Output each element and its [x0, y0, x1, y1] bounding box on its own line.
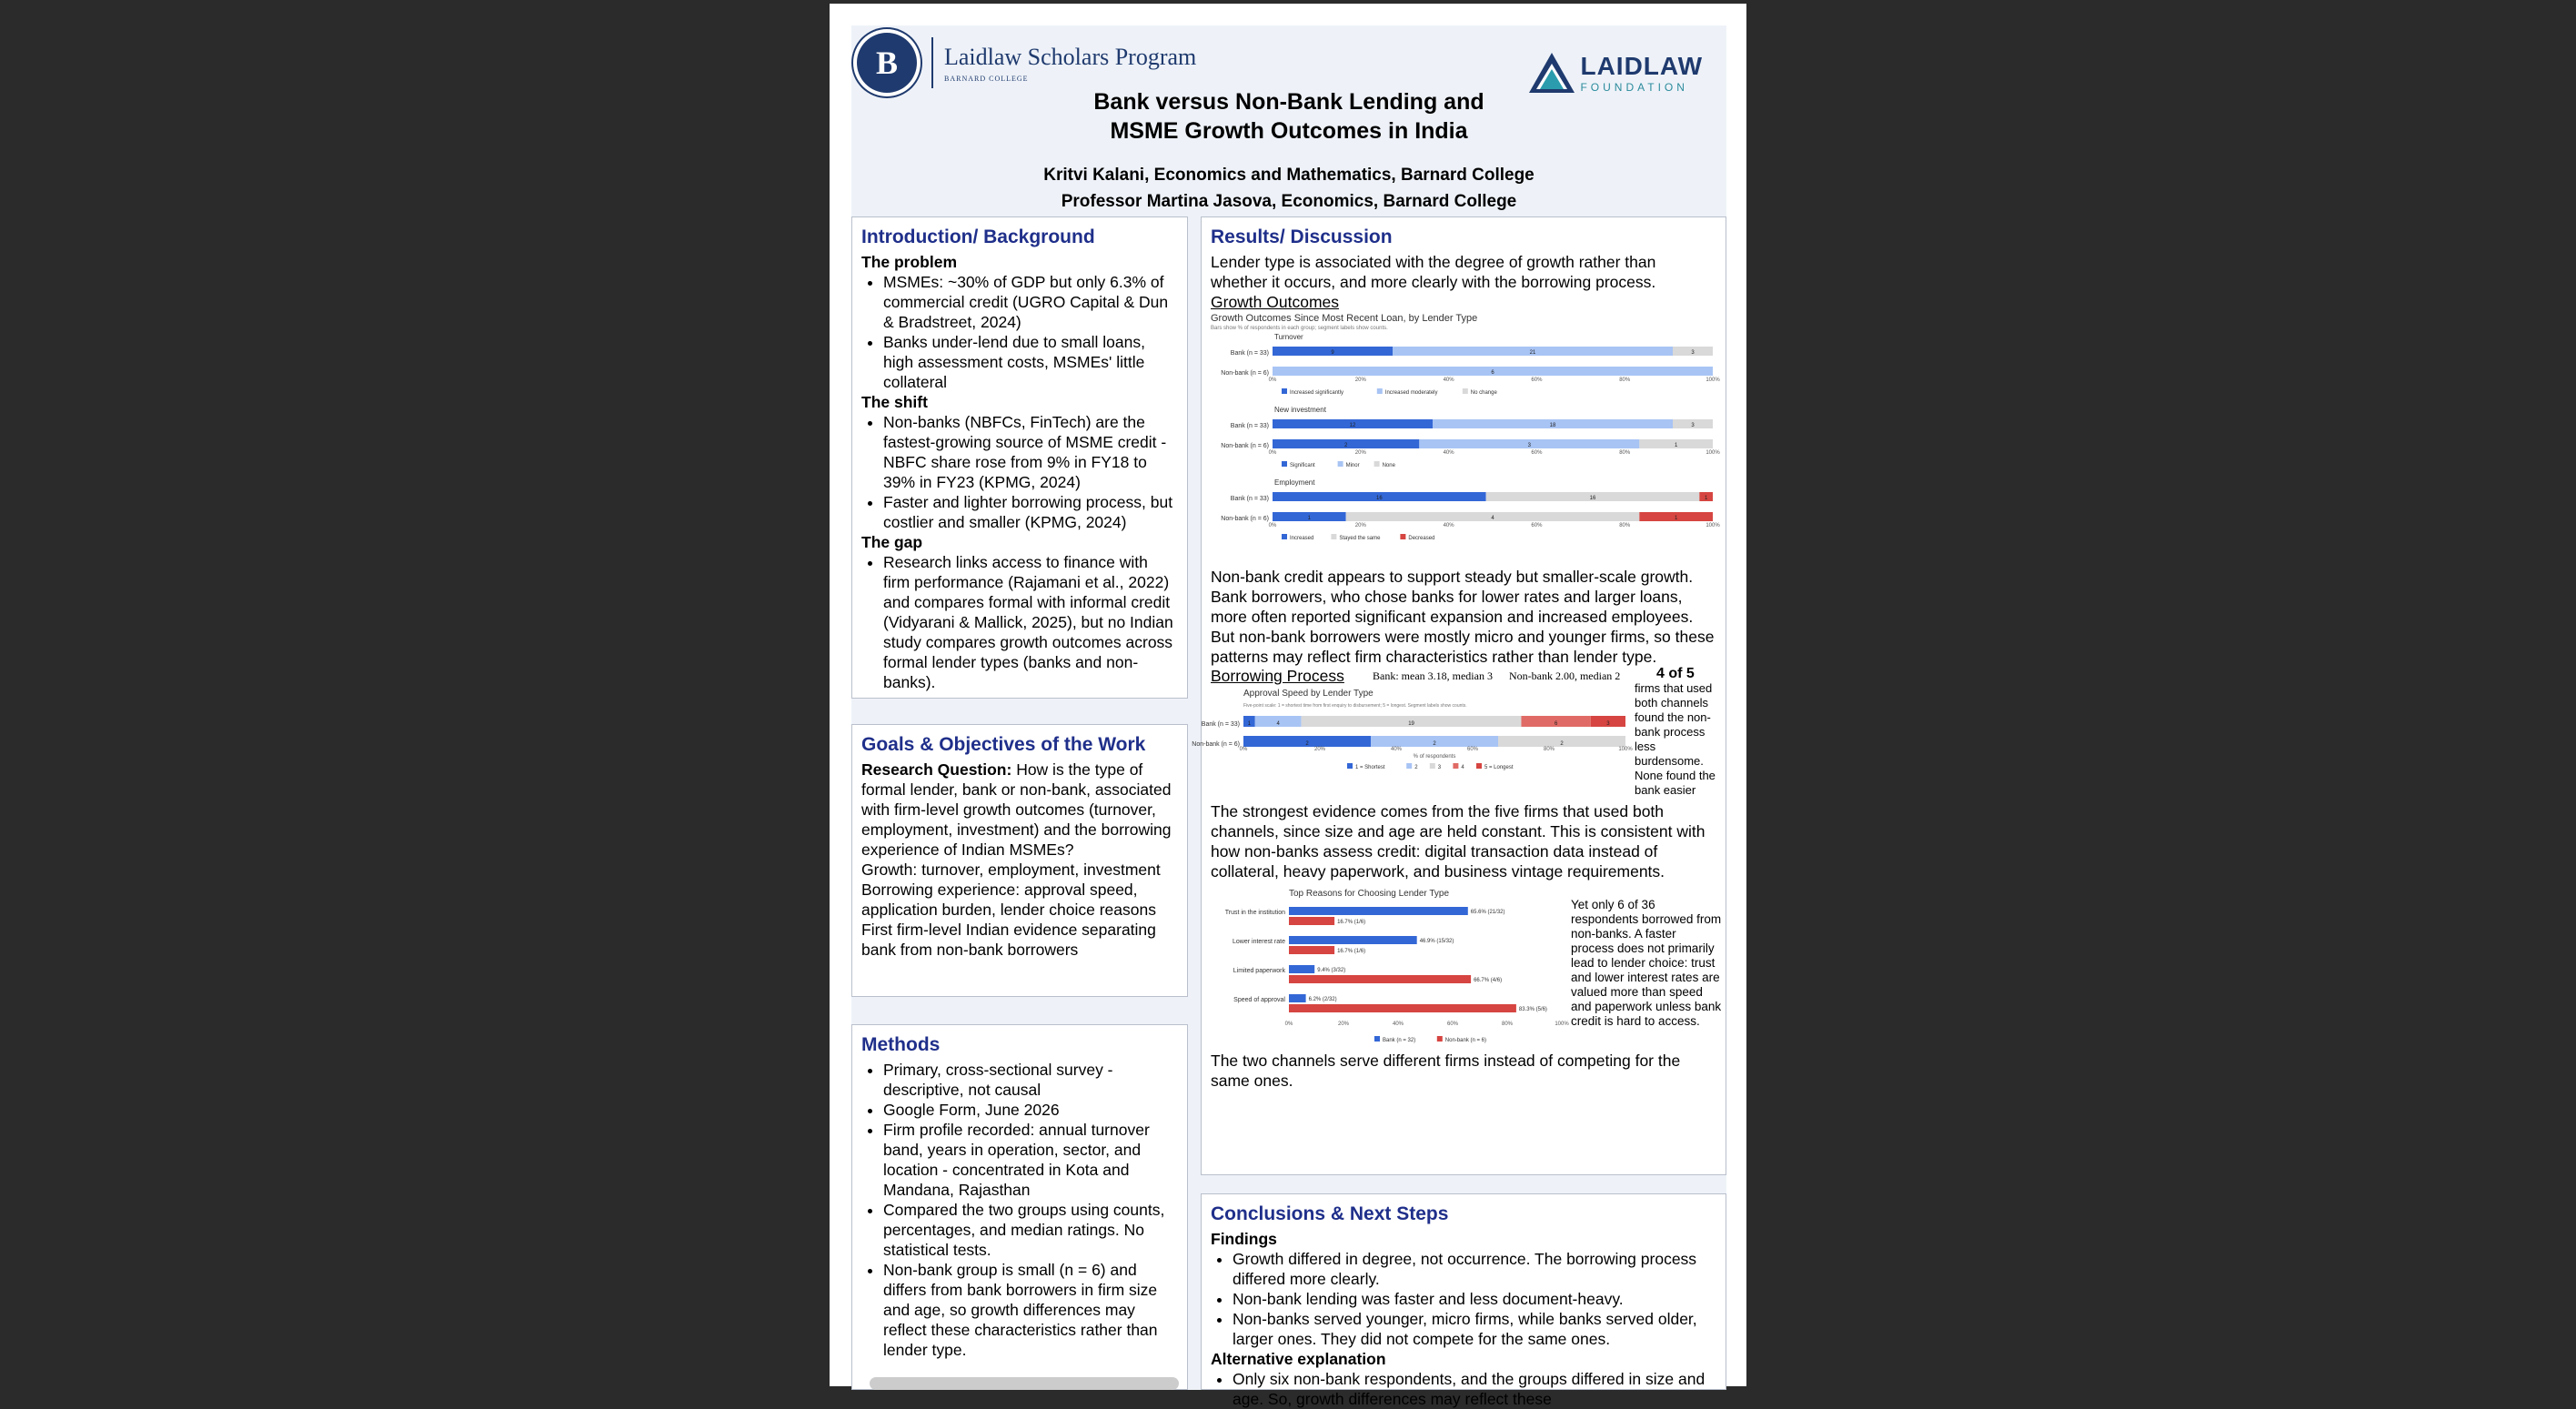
category-label: Speed of approval [1233, 997, 1285, 1003]
shift-list [861, 412, 1178, 532]
side-note: firms that used both channels found the non-bank process less burdensome. None found the bank easier [1635, 681, 1716, 797]
category-label: Bank (n = 33) [1230, 496, 1269, 502]
legend-swatch [1463, 388, 1468, 394]
list-item: • Faster and lighter borrowing process, but costlier and smaller (KPMG, 2024) [883, 492, 1178, 532]
list-item: • Only six non-bank respondents, and the groups differed in size and age. So, growth differences may reflect these [1233, 1369, 1716, 1409]
tick-label: 80% [1543, 747, 1555, 752]
author-2: Professor Martina Jasova, Economics, Barnard College [1061, 192, 1517, 211]
chart-title: Approval Speed by Lender Type [1243, 689, 1374, 699]
legend-swatch [1406, 763, 1412, 769]
segment-label: 6 [1554, 721, 1558, 727]
tick-label: 0% [1239, 747, 1248, 752]
legend-swatch [1476, 763, 1482, 769]
intro-heading: Introduction/ Background [861, 226, 1095, 247]
segment-label: 1 [1674, 516, 1678, 521]
legend-label: Stayed the same [1339, 536, 1381, 541]
legend-swatch [1338, 461, 1343, 467]
side-note-bold: 4 of 5 [1656, 666, 1695, 681]
methods-list [861, 1060, 1178, 1360]
growth-subheading: Growth Outcomes [1211, 293, 1340, 311]
findings-label: Findings [1211, 1230, 1277, 1248]
tick-label: 60% [1531, 377, 1543, 383]
category-label: Non-bank (n = 6) [1221, 370, 1269, 377]
growth-outcomes-chart [1211, 312, 1720, 567]
data-label: 66.7% (4/6) [1474, 978, 1503, 983]
segment-label: 1 [1247, 721, 1252, 727]
x-axis-label: % of respondents [1413, 754, 1456, 760]
problem-list [861, 272, 1178, 392]
legend-swatch [1374, 1036, 1380, 1042]
data-label: 16.7% (1/6) [1337, 920, 1366, 925]
gap-label: The gap [861, 533, 923, 551]
bar [1289, 936, 1417, 944]
legend-swatch [1282, 534, 1287, 539]
tick-label: 20% [1337, 1022, 1350, 1027]
alt-list [1211, 1369, 1716, 1409]
rq-text: How is the type of formal lender, bank or non-bank, associated with firm-level growth outcomes (turnover, employment, investment) and the borrowing experience of Indian MSMEs? [861, 760, 1172, 859]
bar [1289, 917, 1334, 925]
segment-label: 18 [1549, 423, 1556, 428]
tick-label: 40% [1392, 1022, 1404, 1027]
data-label: 65.6% (21/32) [1470, 910, 1505, 915]
borrowing-block [1192, 666, 1716, 801]
legend-label: None [1382, 463, 1395, 468]
chart-title: Growth Outcomes Since Most Recent Loan, by Lender Type [1211, 313, 1478, 324]
poster-page [830, 4, 1746, 1408]
problem-label: The problem [861, 253, 958, 271]
goal-borrowing: Borrowing experience: approval speed, application burden, lender choice reasons [861, 881, 1156, 919]
title-line-2: MSME Growth Outcomes in India [1110, 118, 1468, 144]
segment-label: 3 [1691, 350, 1695, 356]
author-1: Kritvi Kalani, Economics and Mathematics, Barnard College [1043, 166, 1535, 185]
results-p5: The two channels serve different firms instead of competing for the same ones. [1211, 1052, 1681, 1090]
conclusions-section [1201, 1193, 1726, 1408]
tick-label: 40% [1443, 450, 1454, 456]
legend-label: Increased moderately [1384, 390, 1438, 396]
list-item: • Firm profile recorded: annual turnover band, years in operation, sector, and location - concentrated in Kota and Mandana, Rajasthan [883, 1120, 1178, 1200]
tick-label: 40% [1443, 523, 1454, 528]
tick-label: 0% [1284, 1022, 1293, 1027]
chart-subtitle: Bars show % of respondents in each group; segment labels show counts. [1211, 326, 1388, 331]
category-label: Limited paperwork [1233, 968, 1285, 974]
segment-label: 6 [1491, 370, 1494, 376]
tick-label: 20% [1354, 450, 1366, 456]
tick-label: 40% [1390, 747, 1403, 752]
goal-growth: Growth: turnover, employment, investment [861, 860, 1161, 879]
segment-label: 9 [1331, 350, 1334, 356]
bar [1289, 994, 1306, 1002]
legend-label: 3 [1437, 765, 1442, 770]
results-section [1192, 216, 1726, 1175]
legend-swatch [1400, 534, 1405, 539]
segment-label: 12 [1349, 423, 1356, 428]
category-label: Lower interest rate [1233, 939, 1285, 945]
methods-section [851, 1024, 1188, 1390]
program-name: Laidlaw Scholars Program [944, 43, 1197, 70]
category-label: Non-bank (n = 6) [1192, 741, 1240, 748]
methods-heading: Methods [861, 1034, 941, 1055]
results-p2: Non-bank credit appears to support steady but smaller-scale growth. Bank borrowers, who chose banks for lower rates and larger loans, more often reported significant expansion and increased employees. [1211, 568, 1694, 626]
segment-label: 4 [1276, 721, 1280, 727]
tick-label: 100% [1706, 523, 1720, 528]
conclusions-heading: Conclusions & Next Steps [1211, 1203, 1449, 1224]
category-label: Non-bank (n = 6) [1221, 516, 1269, 522]
legend-swatch [1331, 534, 1336, 539]
legend-swatch [1437, 1036, 1443, 1042]
tick-label: 0% [1268, 450, 1277, 456]
category-label: Trust in the institution [1224, 910, 1285, 916]
list-item: • Non-banks served younger, micro firms, while banks served older, larger ones. They did not compete for the same ones. [1233, 1309, 1716, 1349]
list-item: • Non-bank group is small (n = 6) and differs from bank borrowers in firm size and age, so growth differences may reflect these characteristics rather than lender type. [883, 1260, 1178, 1360]
panel-title: Turnover [1274, 333, 1303, 341]
segment-label: 1 [1307, 516, 1312, 521]
gap-list [861, 552, 1178, 692]
approval-speed-chart [1192, 681, 1633, 801]
list-item: • Google Form, June 2026 [883, 1100, 1178, 1120]
data-label: 83.3% (5/6) [1518, 1007, 1547, 1012]
reasons-block [1211, 881, 1722, 1051]
segment-label: 3 [1527, 443, 1532, 448]
segment-label: 4 [1491, 516, 1494, 521]
segment-label: 2 [1560, 741, 1564, 747]
tick-label: 0% [1268, 377, 1277, 383]
tick-label: 80% [1501, 1022, 1514, 1027]
legend-swatch [1377, 388, 1383, 394]
legend-swatch [1282, 461, 1287, 467]
borrowing-stats: Bank: mean 3.18, median 3 Non-bank 2.00, median 2 [1373, 669, 1621, 682]
legend-swatch [1374, 461, 1380, 467]
legend-label: 1 = Shortest [1355, 765, 1385, 770]
foundation-sub: FOUNDATION [1580, 81, 1688, 94]
segment-label: 1 [1674, 443, 1678, 448]
tick-label: 100% [1555, 1022, 1569, 1027]
tick-label: 20% [1313, 747, 1326, 752]
segment-label: 2 [1305, 741, 1309, 747]
segment-label: 3 [1691, 423, 1695, 428]
goals-section [851, 724, 1188, 997]
program-college: BARNARD COLLEGE [944, 74, 1029, 83]
tick-label: 40% [1443, 377, 1454, 383]
bar [1289, 1004, 1516, 1012]
research-question [861, 760, 1178, 860]
tick-label: 100% [1706, 450, 1720, 456]
legend-label: Increased significantly [1290, 390, 1344, 396]
list-item: • Non-bank lending was faster and less document-heavy. [1233, 1289, 1716, 1309]
horizontal-scrollbar[interactable] [870, 1377, 1179, 1390]
tick-label: 80% [1619, 450, 1631, 456]
laidlaw-scholars-logo [857, 33, 1196, 93]
borrowing-subheading: Borrowing Process [1211, 667, 1344, 685]
results-intro: Lender type is associated with the degree of growth rather than whether it occurs, and more clearly with the borrowing process. [1211, 253, 1656, 291]
bar [1289, 946, 1334, 954]
goals-heading: Goals & Objectives of the Work [861, 734, 1146, 755]
segment-label: 2 [1343, 443, 1348, 448]
tick-label: 20% [1354, 377, 1366, 383]
rq-label: Research Question: [861, 760, 1012, 779]
findings-list [1211, 1249, 1716, 1349]
list-item: • Growth differed in degree, not occurrence. The borrowing process differed more clearly. [1233, 1249, 1716, 1289]
foundation-name: LAIDLAW [1580, 52, 1703, 80]
list-item: • Non-banks (NBFCs, FinTech) are the fastest-growing source of MSME credit - NBFC share rose from 9% in FY18 to 39% in FY23 (KPMG, 2024) [883, 412, 1178, 492]
legend-label: Significant [1290, 463, 1315, 468]
tick-label: 60% [1531, 523, 1543, 528]
title-line-1: Bank versus Non-Bank Lending and [1093, 89, 1484, 115]
panel-title: Employment [1274, 478, 1315, 487]
lender-reasons-chart [1211, 883, 1571, 1051]
segment-label: 2 [1433, 741, 1436, 747]
legend-label: Decreased [1408, 536, 1435, 541]
poster-title [851, 87, 1726, 146]
legend-label: No change [1470, 390, 1497, 396]
legend-swatch [1430, 763, 1435, 769]
chart-title: Top Reasons for Choosing Lender Type [1289, 889, 1450, 899]
tick-label: 100% [1618, 747, 1633, 752]
list-item: • MSMEs: ~30% of GDP but only 6.3% of commercial credit (UGRO Capital & Dun & Bradstreet, 2024) [883, 272, 1178, 332]
category-label: Bank (n = 33) [1230, 350, 1269, 357]
data-label: 6.2% (2/32) [1308, 997, 1337, 1002]
data-label: 9.4% (3/32) [1317, 968, 1346, 973]
tick-label: 60% [1531, 450, 1543, 456]
list-item: • Primary, cross-sectional survey - descriptive, not causal [883, 1060, 1178, 1100]
list-item: • Research links access to finance with firm performance (Rajamani et al., 2022) and compares formal with informal credit (Vidyarani & Mallick, 2025), but no Indian study compares growth outcomes across formal lender types (banks and non-banks). [883, 552, 1178, 692]
tick-label: 80% [1619, 377, 1631, 383]
intro-section [851, 216, 1188, 699]
segment-label: 16 [1589, 496, 1596, 501]
data-label: 46.9% (15/32) [1419, 939, 1454, 944]
legend-label: 4 [1461, 765, 1464, 770]
bar [1289, 907, 1468, 915]
segment-label: 1 [1704, 496, 1708, 501]
list-item: • Compared the two groups using counts, percentages, and median ratings. No statistical tests. [883, 1200, 1178, 1260]
legend-label: 2 [1414, 765, 1418, 770]
legend-label: Increased [1290, 536, 1314, 541]
tick-label: 0% [1268, 523, 1277, 528]
segment-label: 19 [1408, 721, 1414, 727]
legend-label: Bank (n = 32) [1383, 1038, 1416, 1043]
tick-label: 60% [1446, 1022, 1459, 1027]
legend-swatch [1282, 388, 1287, 394]
results-p3: But non-bank borrowers were mostly micro and younger firms, so these patterns may reflect firm characteristics rather than lender type. [1211, 628, 1715, 666]
list-item: • Banks under-lend due to small loans, high assessment costs, MSMEs' little collateral [883, 332, 1178, 392]
authors [851, 162, 1726, 215]
legend-swatch [1347, 763, 1353, 769]
tick-label: 20% [1354, 523, 1366, 528]
segment-label: 3 [1606, 721, 1610, 727]
legend-label: Non-bank (n = 6) [1444, 1038, 1487, 1043]
tick-label: 80% [1619, 523, 1631, 528]
segment-label: 21 [1529, 350, 1536, 356]
bar [1289, 965, 1314, 973]
segment-label: 16 [1375, 496, 1383, 501]
bar [1289, 975, 1471, 983]
barnard-seal-icon: B [857, 33, 917, 93]
data-label: 16.7% (1/6) [1337, 949, 1366, 954]
category-label: Non-bank (n = 6) [1221, 443, 1269, 449]
chart-subtitle: Five-point scale: 1 = shortest time from first enquiry to disbursement; 5 = longest. Segment labels show counts. [1243, 703, 1467, 709]
goal-first: First firm-level Indian evidence separating bank from non-bank borrowers [861, 921, 1156, 959]
logo-divider [931, 37, 933, 88]
legend-label: Minor [1345, 463, 1360, 468]
category-label: Bank (n = 33) [1230, 423, 1269, 429]
tick-label: 60% [1466, 747, 1479, 752]
tick-label: 100% [1706, 377, 1720, 383]
results-heading: Results/ Discussion [1211, 226, 1393, 247]
results-p4: The strongest evidence comes from the five firms that used both channels, since size and age are held constant. This is consistent with how non-banks assess credit: digital transaction data instead of collateral, heavy paperwork, and business vintage requirements. [1211, 802, 1706, 881]
legend-swatch [1453, 763, 1458, 769]
alt-label: Alternative explanation [1211, 1350, 1386, 1368]
side-note-2: Yet only 6 of 36 respondents borrowed from non-banks. A faster process does not primarily lead to lender choice: trust and lower interest rates are valued more than speed and paperwork unless bank credit is hard to access. [1571, 898, 1722, 1028]
panel-title: New investment [1274, 406, 1326, 414]
poster [851, 25, 1726, 1408]
legend-label: 5 = Longest [1484, 765, 1514, 770]
shift-label: The shift [861, 393, 928, 411]
category-label: Bank (n = 33) [1201, 721, 1240, 728]
